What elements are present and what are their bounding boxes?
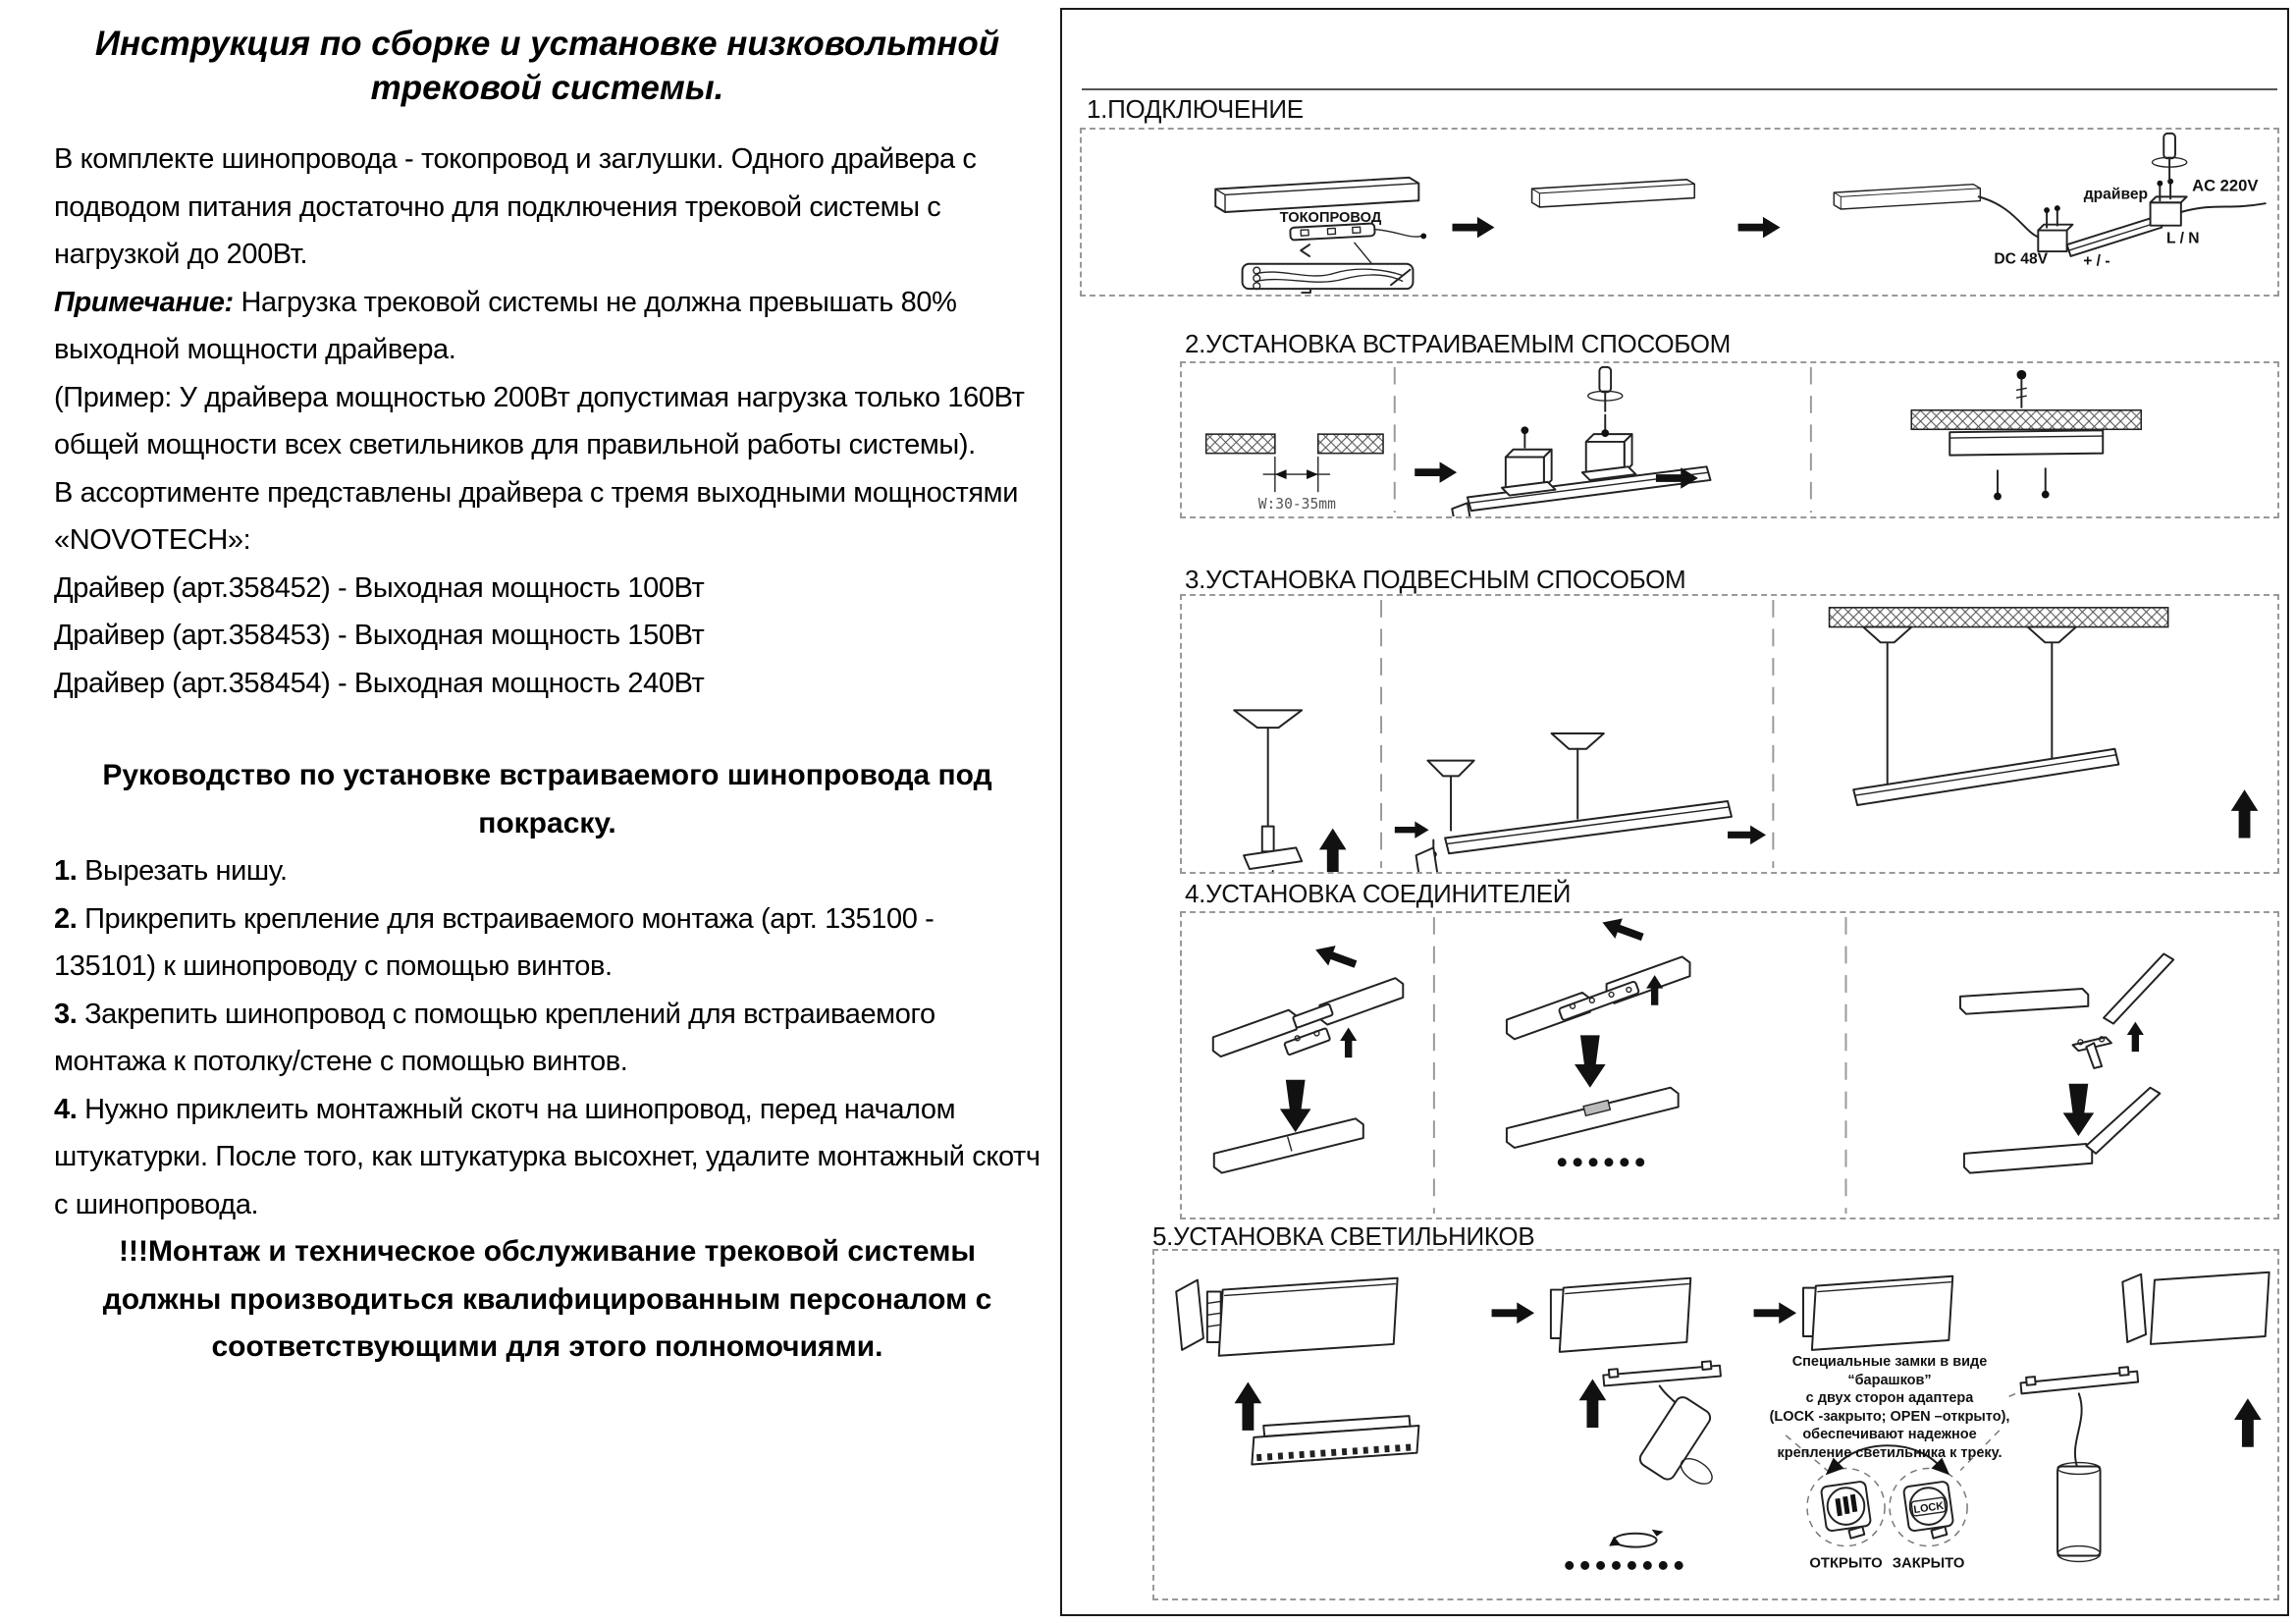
example-paragraph: (Пример: У драйвера мощностью 200Вт допустимая нагрузка только 160Вт общей мощности всех светильников для правильной работы системы). — [54, 381, 1025, 460]
section-3-diagram — [1180, 594, 2279, 874]
straight-connector-b — [1507, 913, 1690, 1163]
ceiling-cutout — [1206, 434, 1383, 492]
screwdriver-icon — [2153, 134, 2187, 182]
section-3-title: 3.УСТАНОВКА ПОДВЕСНЫМ СПОСОБОМ — [1185, 565, 1686, 594]
lock-annotation — [1756, 1353, 2023, 1462]
section-5-title: 5.УСТАНОВКА СВЕТИЛЬНИКОВ — [1152, 1221, 1535, 1251]
step-4-number: 4. — [54, 1093, 78, 1125]
orientation-mark-v — [1301, 244, 1309, 256]
section-4-title: 4.УСТАНОВКА СОЕДИНИТЕЛЕЙ — [1185, 879, 1572, 908]
instructions-column — [54, 14, 1041, 1372]
panel-top-rule — [1082, 88, 2277, 90]
lock-annotation-line: крепление светильника к треку. — [1777, 1444, 2002, 1461]
corner-connector — [1960, 953, 2173, 1172]
step-3-text: Закрепить шинопровод с помощью креплений для встраиваемого монтажа к потолку/стене с помощью винтов. — [54, 998, 935, 1077]
section-1-diagram — [1080, 128, 2279, 297]
step-2-number: 2. — [54, 902, 78, 935]
connector-install-diagram — [1182, 913, 2277, 1218]
pendant-installed-view — [1830, 608, 2168, 805]
power-feed-connector — [1290, 223, 1426, 240]
track-bar-with-cord — [1834, 185, 2038, 238]
arrow-up-icon — [2231, 789, 2259, 838]
step-4 — [54, 1086, 1041, 1229]
track-bar — [1532, 180, 1695, 207]
diagram-panel — [1060, 8, 2289, 1616]
note-paragraph — [54, 279, 1041, 374]
step-1-number: 1. — [54, 855, 78, 887]
step-2-text: Прикрепить крепление для встраиваемого монтажа (арт. 135100 - 135101) к шинопроводу с помощью винтов. — [54, 902, 934, 982]
cutout-width-label: W:30-35mm — [1257, 496, 1336, 514]
pendant-mount-diagram — [1182, 596, 2277, 872]
spot-luminaire — [1570, 1361, 1721, 1565]
pendant-attach-track — [1395, 733, 1766, 872]
lock-dial-closed — [1890, 1468, 1967, 1545]
driver-item-358452: Драйвер (арт.358452) - Выходная мощность 100Вт — [54, 571, 705, 604]
lock-annotation-line: с двух сторон адаптера — [1805, 1390, 1974, 1406]
section-5-diagram — [1152, 1249, 2279, 1600]
dc-label: DC 48V — [1994, 250, 2049, 268]
arrow-right-icon — [1738, 217, 1781, 238]
tokoprovod-label: ТОКОПРОВОД — [1279, 209, 1382, 226]
section-2-title: 2.УСТАНОВКА ВСТРАИВАЕМЫМ СПОСОБОМ — [1185, 329, 1732, 358]
driver-label: драйвер — [2083, 186, 2149, 203]
arrow-up-icon — [1319, 829, 1347, 872]
ac-label: AC 220V — [2192, 176, 2259, 195]
luminaire-install-diagram — [1154, 1251, 2277, 1598]
driver-item-358453: Драйвер (арт.358453) - Выходная мощность 150Вт — [54, 620, 705, 651]
step-1 — [54, 847, 1041, 895]
step-1-text: Вырезать нишу. — [84, 855, 288, 887]
mounting-bracket — [1582, 434, 1636, 480]
closed-label: ЗАКРЫТО — [1892, 1555, 1965, 1572]
lock-dial-open — [1807, 1468, 1885, 1545]
step-2 — [54, 895, 1041, 991]
arrow-right-icon — [1415, 461, 1457, 482]
note-text: Нагрузка трековой системы не должна превышать 80% выходной мощности драйвера. — [54, 286, 957, 365]
ln-label: L / N — [2166, 230, 2200, 247]
section-4-diagram — [1180, 911, 2279, 1219]
track-with-brackets — [1452, 367, 1710, 516]
pendant-kit — [1234, 710, 1302, 872]
open-label: ОТКРЫТО — [1809, 1555, 1883, 1572]
assortment-paragraph: В ассортименте представлены драйвера с тремя выходными мощностями «NOVOTECH»: — [54, 476, 1018, 556]
plus-minus-label: + / - — [2083, 252, 2110, 270]
lock-annotation-line: (LOCK -закрыто; OPEN –открыто), — [1769, 1408, 2010, 1425]
ceiling-installed-track — [1911, 370, 2141, 501]
section-1-title: 1.ПОДКЛЮЧЕНИЕ — [1087, 94, 1304, 124]
intro-paragraph: В комплекте шинопровода - токопровод и заглушки. Одного драйвера с подводом питания достаточно для подключения трековой системы с нагрузкой до 200Вт. — [54, 143, 977, 270]
lock-annotation-line: обеспечивают надежное — [1802, 1427, 1977, 1442]
mounting-bracket — [1502, 450, 1556, 496]
leader-line — [1355, 243, 1372, 263]
lock-text: LOCK — [1912, 1499, 1945, 1517]
open-track-wiring — [1243, 264, 1414, 290]
arrow-up-icon — [2234, 1398, 2262, 1446]
step-3-number: 3. — [54, 998, 78, 1030]
pendant-luminaire — [2020, 1367, 2138, 1561]
step-3 — [54, 991, 1041, 1086]
driver-item-358454: Драйвер (арт.358454) - Выходная мощность 240Вт — [54, 667, 705, 699]
warning-text: !!!Монтаж и техническое обслуживание трековой системы должны производиться квалифицированным персоналом с соответствующими для этого полномочиями. — [102, 1235, 992, 1363]
track-bar — [1215, 178, 1418, 212]
document-title: Инструкция по сборке и установке низковольтной трековой системы. — [94, 25, 1000, 107]
arrow-right-icon — [1453, 217, 1495, 238]
note-label: Примечание: — [54, 286, 234, 318]
section-2-diagram — [1180, 361, 2279, 518]
step-4-text: Нужно приклеить монтажный скотч на шинопровод, перед началом штукатурки. После того, как штукатурка высохнет, удалите монтажный скотч с шинопровода. — [54, 1093, 1041, 1220]
panel-luminaire-sequence — [1176, 1272, 2269, 1356]
screwdriver-icon — [1588, 367, 1623, 437]
linear-luminaire — [1235, 1381, 1419, 1464]
recessed-mount-diagram — [1182, 363, 2277, 516]
straight-connector-a — [1213, 940, 1404, 1173]
connection-diagram — [1082, 130, 2277, 295]
lock-annotation-line: Специальные замки в виде “барашков” — [1791, 1354, 1988, 1388]
guide-heading: Руководство по установке встраиваемого шинопровода под покраску. — [102, 759, 992, 839]
